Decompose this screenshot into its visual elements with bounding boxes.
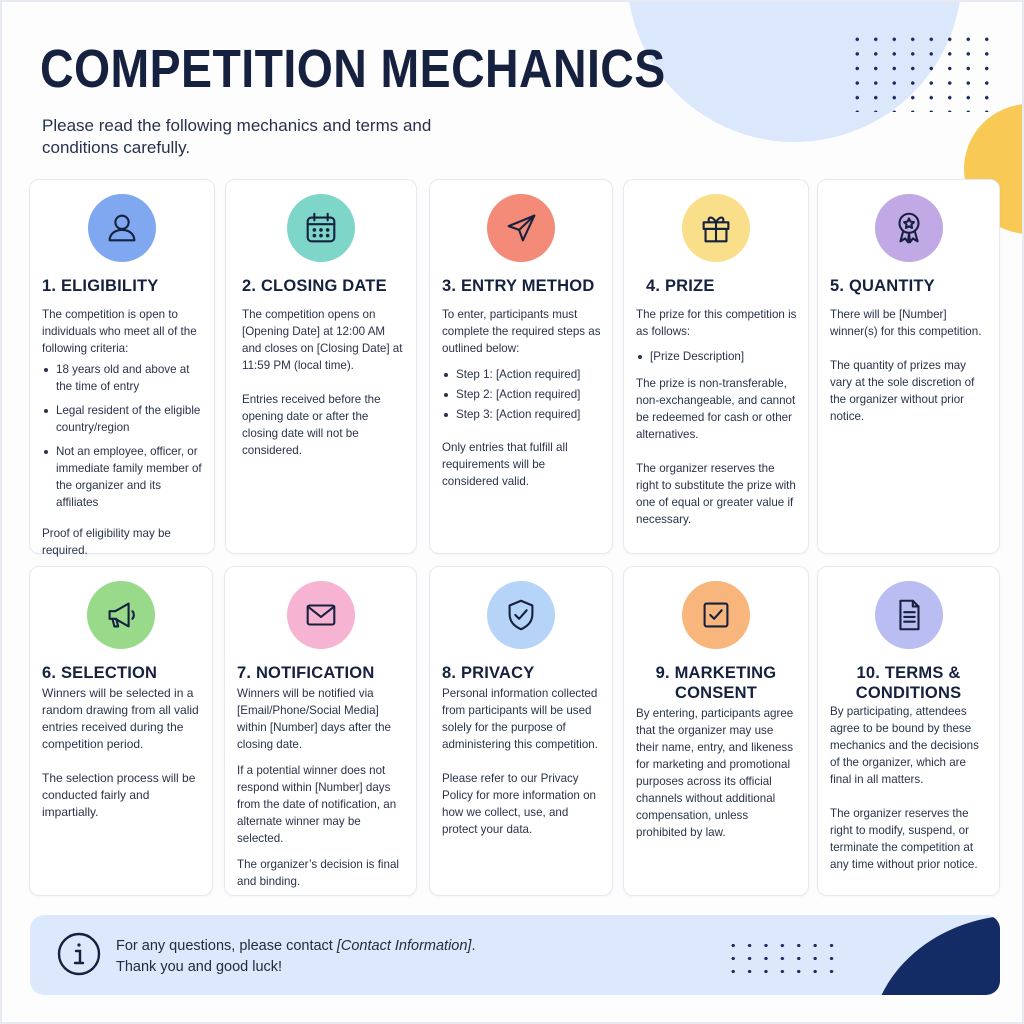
card-text: Only entries that fulfill all requirements will be considered valid. [442,441,568,488]
card-text: The competition opens on [Opening Date] at 12:00 AM and closes on [Closing Date] at 11:59 PM (local time). [242,308,403,372]
calendar-icon [287,194,355,262]
card-text: To enter, participants must complete the required steps as outlined below: [442,308,601,355]
card-body [42,685,202,821]
card-text: There will be [Number] winner(s) for this competition. [830,308,982,338]
card-selection [29,566,213,896]
card-text: By entering, participants agree that the organizer may use their name, entry, and likeness for marketing and promotional purposes across its official channels without additional compensation, unless prohibited by law. [636,707,794,839]
list-item: Legal resident of the eligible country/region [42,402,204,436]
card-title: 5. QUANTITY [830,277,935,295]
card-text: Proof of eligibility may be required. [42,527,171,557]
info-icon [56,931,102,977]
paper-plane-icon [487,194,555,262]
card-text: The organizer’s decision is final and binding. [237,858,399,888]
card-title: 2. CLOSING DATE [242,277,387,295]
card-quantity [817,179,1000,554]
footer-contact-prefix: For any questions, please contact [116,938,337,954]
card-body [636,306,798,528]
footer-text [116,936,475,978]
shield-check-icon [487,581,555,649]
contact-information-placeholder: [Contact Information] [336,938,472,954]
card-title: 1. ELIGIBILITY [42,277,159,295]
card-body [237,685,406,890]
card-title: 8. PRIVACY [442,664,535,682]
card-closing-date [225,179,417,554]
card-body [830,703,989,873]
award-badge-icon [875,194,943,262]
card-notification [224,566,417,896]
card-eligibility [29,179,215,557]
decorative-dot-grid [848,32,998,112]
card-text: Entries received before the opening date or after the closing date will not be considered. [242,393,381,457]
card-body [830,306,989,425]
list-item: Not an employee, officer, or immediate family member of the organizer and its affiliates [42,443,204,511]
decorative-navy-circle [870,915,1000,995]
card-title: 10. TERMS & CONDITIONS [855,664,962,702]
card-text: Winners will be selected in a random drawing from all valid entries received during the competition period. [42,686,199,751]
card-text: Winners will be notified via [Email/Phone/Social Media] within [Number] days after the closing date. [237,687,392,751]
card-entry-method [429,179,613,554]
card-text: Personal information collected from participants will be used solely for the purpose of administering this competition. [442,687,598,751]
card-text: The selection process will be conducted fairly and impartially. [42,771,196,819]
envelope-icon [287,581,355,649]
megaphone-icon [87,581,155,649]
list-item: [Prize Description] [636,348,798,365]
card-title: 7. NOTIFICATION [237,664,375,682]
gift-icon [682,194,750,262]
card-body [442,685,602,838]
checkbox-icon [682,581,750,649]
user-icon [88,194,156,262]
card-text: By participating, attendees agree to be bound by these mechanics and the decisions of the organizer, which are final in all matters. [830,705,979,786]
card-title: 3. ENTRY METHOD [442,277,595,295]
card-terms-conditions [817,566,1000,896]
list-item: Step 1: [Action required] [442,366,602,383]
card-text: If a potential winner does not respond within [Number] days from the date of notification, an alternate winner may be selected. [237,764,397,845]
card-text: The prize is non-transferable, non-exchangeable, and cannot be redeemed for cash or other alternatives. [636,377,796,441]
card-title: 4. PRIZE [646,277,715,295]
list-item: Step 3: [Action required] [442,406,602,423]
card-body [442,306,602,490]
card-body [242,306,406,459]
card-text: The competition is open to individuals who meet all of the following criteria: [42,308,197,355]
footer-contact-banner [30,915,1000,995]
page-subtitle: Please read the following mechanics and terms and conditions carefully. [42,116,432,157]
card-text: The organizer reserves the right to substitute the prize with one of equal or greater value if necessary. [636,462,796,526]
card-body [42,306,204,559]
card-prize [623,179,809,554]
card-text: The organizer reserves the right to modify, suspend, or terminate the competition at any time without prior notice. [830,807,978,871]
list-item: Step 2: [Action required] [442,386,602,403]
page-title: COMPETITION MECHANICS [40,39,666,99]
card-title: 9. MARKETING CONSENT [655,664,777,702]
decorative-dot-grid [725,939,840,977]
list-item: 18 years old and above at the time of entry [42,361,204,395]
card-marketing-consent [623,566,809,896]
card-privacy [429,566,613,896]
footer-contact-suffix: . [471,938,476,954]
card-text: Please refer to our Privacy Policy for more information on how we collect, use, and protect your data. [442,772,597,836]
card-text: The quantity of prizes may vary at the sole discretion of the organizer without prior notice. [830,359,975,423]
footer-contact-line [116,936,475,957]
document-icon [875,581,943,649]
card-title: 6. SELECTION [42,664,158,682]
card-body [636,705,798,841]
card-text: The prize for this competition is as follows: [636,308,797,338]
footer-thanks-line: Thank you and good luck! [116,959,283,975]
